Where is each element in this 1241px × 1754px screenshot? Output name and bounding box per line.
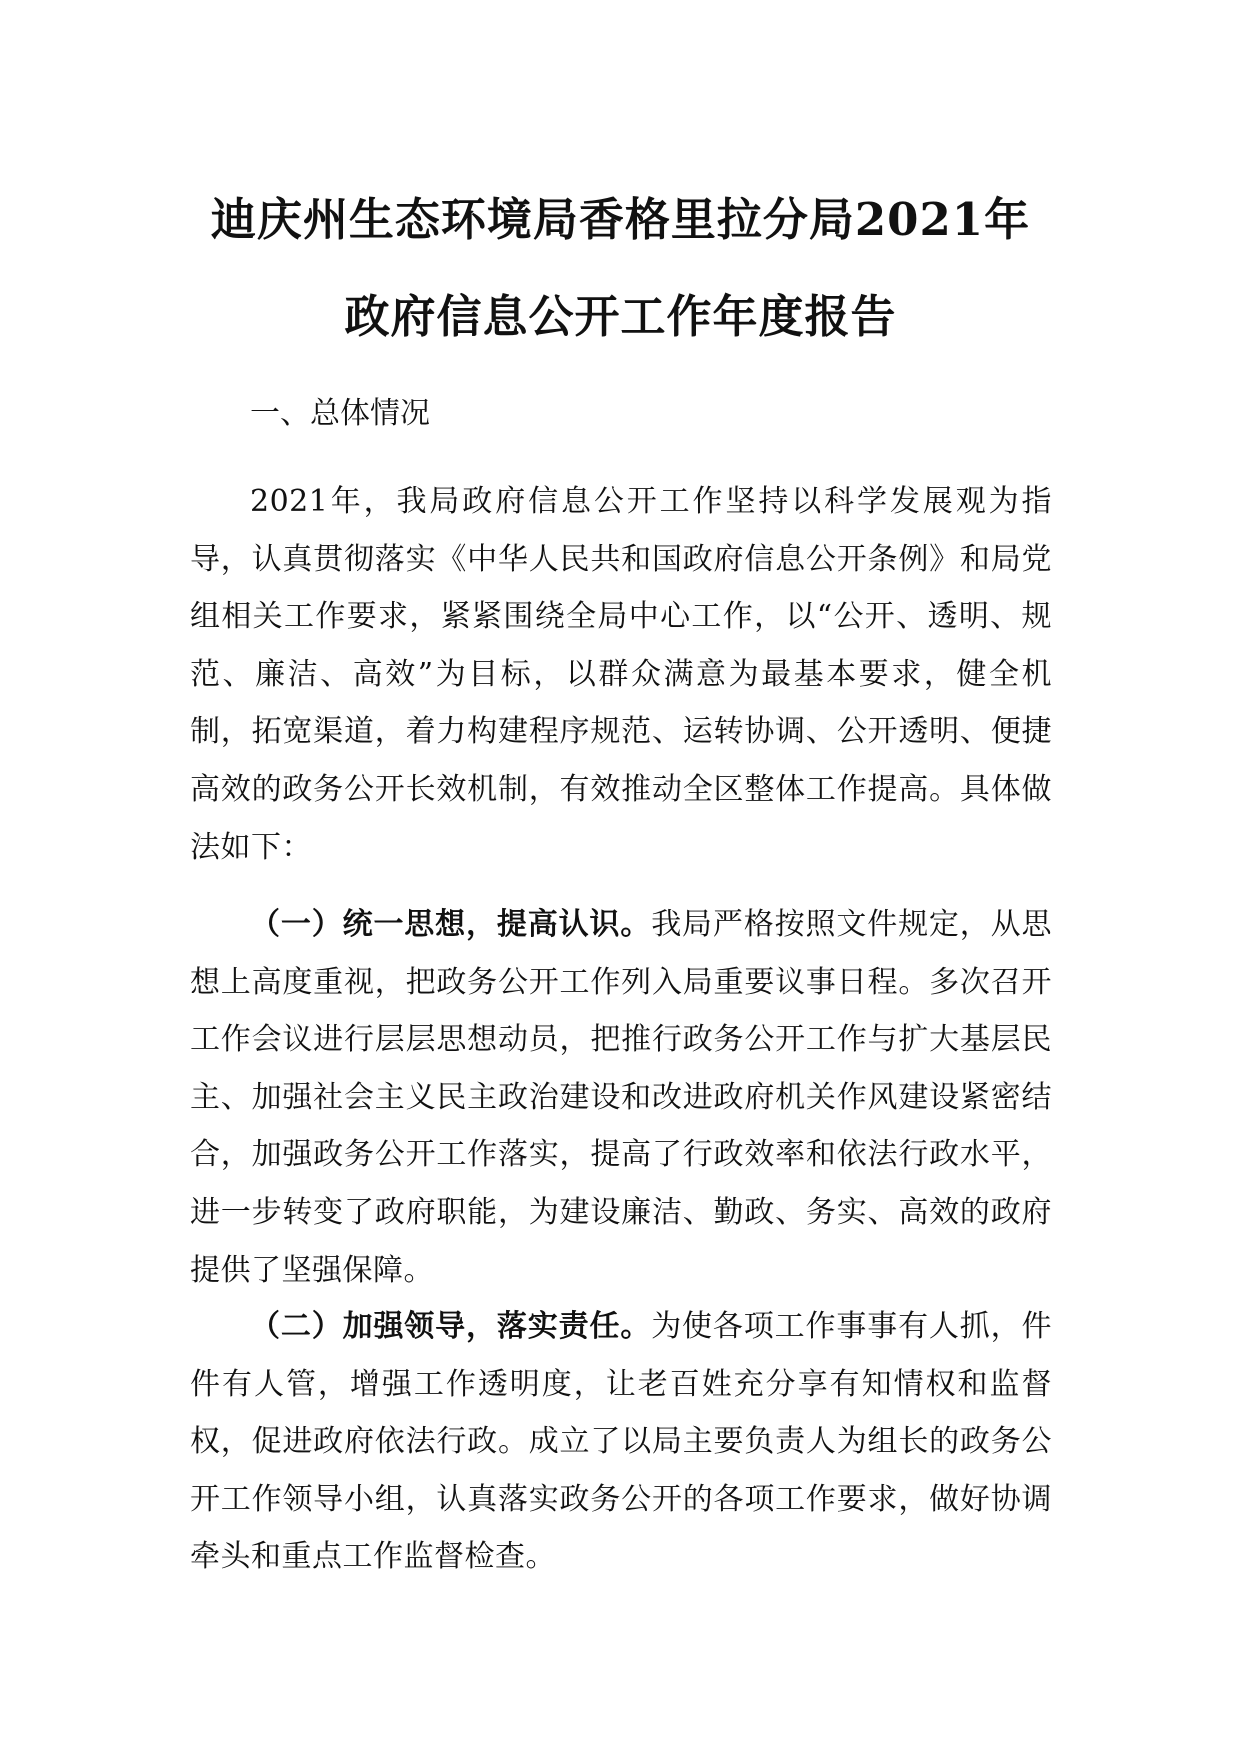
document-title-line-2: 政府信息公开工作年度报告: [344, 290, 897, 343]
item-2-lead: （二）加强领导，落实责任。: [250, 1309, 652, 1344]
intro-paragraph: 2021年，我局政府信息公开工作坚持以科学发展观为指导，认真贯彻落实《中华人民共和国政府信息公开条例》和局党组相关工作要求，紧紧围绕全局中心工作，以“公开、透明、规范、廉洁、高效”为目标，以群众满意为最基本要求，健全机制，拓宽渠道，着力构建程序规范、运转协调、公开透明、便捷高效的政务公开长效机制，有效推动全区整体工作提高。具体做法如下：: [190, 484, 1052, 865]
paragraph-item-2: [190, 1298, 1052, 1586]
item-2-text: 为使各项工作事事有人抓，件件有人管，增强工作透明度，让老百姓充分享有知情权和监督权，促进政府依法行政。成立了以局主要负责人为组长的政务公开工作领导小组，认真落实政务公开的各项工作要求，做好协调牵头和重点工作监督检查。: [190, 1309, 1053, 1575]
document-title-line-1: 迪庆州生态环境局香格里拉分局2021年: [210, 193, 1031, 246]
item-1-lead: （一）统一思想，提高认识。: [250, 907, 652, 942]
item-1-text: 我局严格按照文件规定，从思想上高度重视，把政务公开工作列入局重要议事日程。多次召开工作会议进行层层思想动员，把推行政务公开工作与扩大基层民主、加强社会主义民主政治建设和改进政府机关作风建设紧密结合，加强政务公开工作落实，提高了行政效率和依法行政水平，进一步转变了政府职能，为建设廉洁、勤政、务实、高效的政府提供了坚强保障。: [190, 907, 1053, 1288]
paragraph-item-1: [190, 896, 1052, 1299]
section-heading: 一、总体情况: [250, 396, 430, 431]
